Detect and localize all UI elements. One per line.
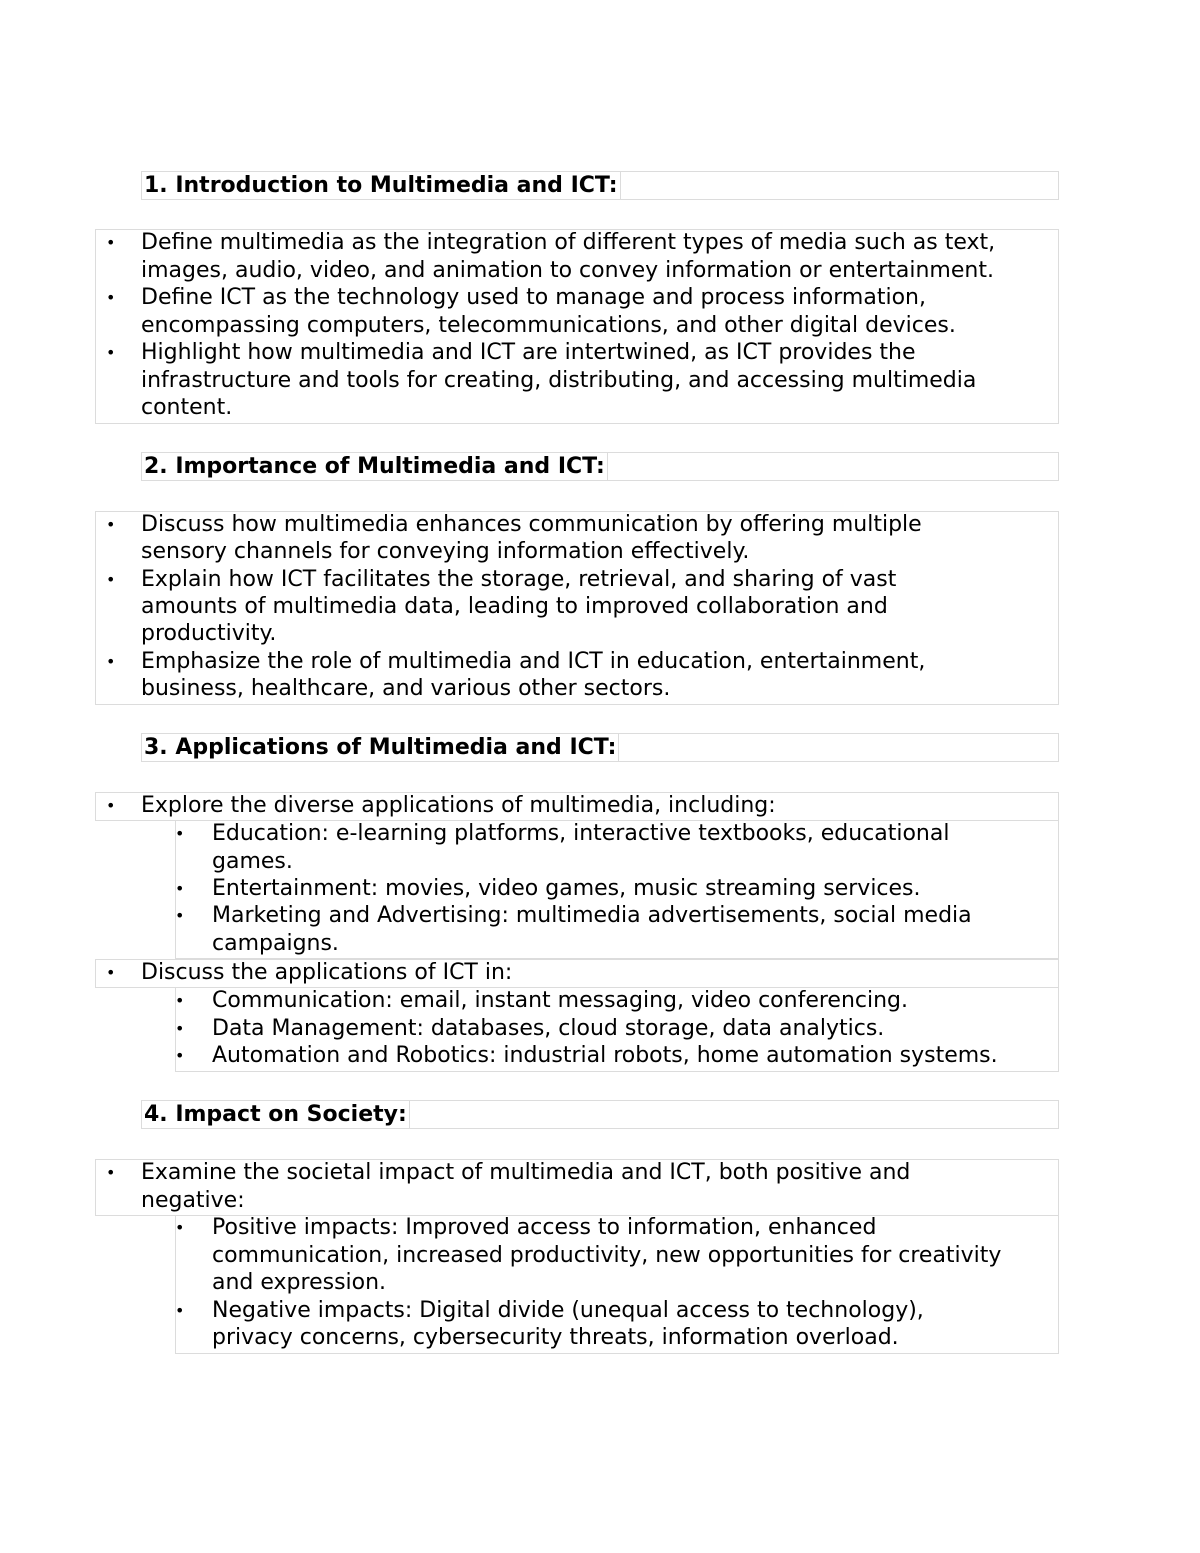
sublist-item-line: Education: e-learning platforms, interactive textbooks, educational (212, 821, 950, 846)
section-4-heading: 4. Impact on Society: (142, 1101, 410, 1128)
list-item-line: business, healthcare, and various other sectors. (141, 676, 671, 701)
sublist-item-line: Automation and Robotics: industrial robots, home automation systems. (212, 1043, 998, 1068)
bullet-icon: • (175, 1046, 185, 1065)
section-3-heading-box (141, 733, 1059, 762)
sublist-item-line: games. (212, 849, 293, 874)
bullet-icon: • (175, 879, 185, 898)
bullet-icon: • (175, 1218, 185, 1237)
list-item-line: images, audio, video, and animation to convey information or entertainment. (141, 258, 994, 283)
bullet-icon: • (175, 1301, 185, 1320)
sublist-item-line: Positive impacts: Improved access to information, enhanced (212, 1215, 877, 1240)
sublist-item-line: Negative impacts: Digital divide (unequal access to technology), (212, 1298, 924, 1323)
section-1-heading-box (141, 171, 1059, 200)
section-4-heading-box (141, 1100, 1059, 1129)
sublist-item-line: Entertainment: movies, video games, music streaming services. (212, 876, 921, 901)
list-item-line: negative: (141, 1188, 245, 1213)
bullet-icon: • (106, 288, 116, 307)
bullet-icon: • (175, 991, 185, 1010)
sublist-item-line: privacy concerns, cybersecurity threats, information overload. (212, 1325, 899, 1350)
section-2-heading: 2. Importance of Multimedia and ICT: (142, 453, 608, 480)
sublist-item-line: campaigns. (212, 931, 339, 956)
bullet-icon: • (106, 233, 116, 252)
list-item-line: Highlight how multimedia and ICT are intertwined, as ICT provides the (141, 340, 916, 365)
bullet-icon: • (106, 796, 116, 815)
sublist-item-line: Data Management: databases, cloud storage, data analytics. (212, 1016, 885, 1041)
list-item-line: Discuss how multimedia enhances communication by offering multiple (141, 512, 922, 537)
section-1-heading: 1. Introduction to Multimedia and ICT: (142, 172, 621, 199)
list-item-line: sensory channels for conveying information effectively. (141, 539, 750, 564)
bullet-icon: • (106, 515, 116, 534)
sublist-item-line: Marketing and Advertising: multimedia advertisements, social media (212, 903, 972, 928)
list-item-line: Explore the diverse applications of multimedia, including: (141, 793, 776, 818)
list-item-line: productivity. (141, 621, 277, 646)
list-item-line: amounts of multimedia data, leading to improved collaboration and (141, 594, 888, 619)
sublist-item-line: communication, increased productivity, new opportunities for creativity (212, 1243, 1002, 1268)
bullet-icon: • (106, 343, 116, 362)
bullet-icon: • (175, 824, 185, 843)
list-item-line: Emphasize the role of multimedia and ICT in education, entertainment, (141, 649, 926, 674)
list-item-line: Examine the societal impact of multimedia and ICT, both positive and (141, 1160, 911, 1185)
list-item-line: Explain how ICT facilitates the storage, retrieval, and sharing of vast (141, 567, 897, 592)
bullet-icon: • (106, 963, 116, 982)
bullet-icon: • (175, 906, 185, 925)
section-3-heading: 3. Applications of Multimedia and ICT: (142, 734, 619, 761)
list-item-line: Define ICT as the technology used to manage and process information, (141, 285, 926, 310)
bullet-icon: • (106, 570, 116, 589)
list-item-line: Define multimedia as the integration of different types of media such as text, (141, 230, 996, 255)
bullet-icon: • (106, 652, 116, 671)
list-item-line: infrastructure and tools for creating, distributing, and accessing multimedia (141, 368, 977, 393)
bullet-icon: • (106, 1163, 116, 1182)
list-item-line: Discuss the applications of ICT in: (141, 960, 513, 985)
bullet-icon: • (175, 1019, 185, 1038)
section-2-heading-box (141, 452, 1059, 481)
list-item-line: content. (141, 395, 233, 420)
sublist-item-line: Communication: email, instant messaging, video conferencing. (212, 988, 909, 1013)
list-item-line: encompassing computers, telecommunications, and other digital devices. (141, 313, 956, 338)
sublist-item-line: and expression. (212, 1270, 387, 1295)
